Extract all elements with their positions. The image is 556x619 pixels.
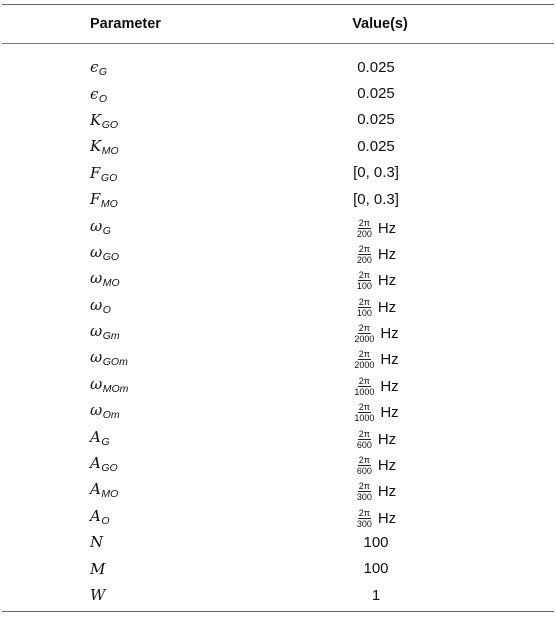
parameter-cell <box>2 348 314 369</box>
parameter-subscript: GO <box>101 118 119 131</box>
fraction-denominator: 300 <box>356 492 372 503</box>
parameter-symbol: ω <box>90 348 103 367</box>
parameter-symbol: ω <box>90 216 103 235</box>
parameter-cell <box>2 217 314 235</box>
parameter-cell <box>2 58 314 79</box>
table-row <box>2 107 554 133</box>
value-text: 0.025 <box>357 58 395 76</box>
value-cell <box>314 344 554 370</box>
parameter-symbol: A <box>90 427 101 446</box>
parameter-symbol: ω <box>90 269 103 288</box>
table-row <box>2 555 554 581</box>
parameter-symbol: N <box>90 533 104 552</box>
parameter-subscript: MO <box>102 277 120 290</box>
parameter-table <box>2 4 554 612</box>
fraction-numerator: 2π <box>358 455 370 466</box>
parameter-subscript: G <box>98 66 108 79</box>
value-cell <box>314 111 554 128</box>
parameter-cell <box>2 269 314 290</box>
value-unit: Hz <box>377 430 397 448</box>
parameter-cell <box>2 533 314 551</box>
parameter-cell <box>2 454 314 475</box>
value-unit: Hz <box>377 272 397 290</box>
header-values: Value(s) <box>352 16 408 32</box>
value-fraction <box>356 218 396 239</box>
fraction <box>353 376 375 397</box>
table-row <box>2 186 554 212</box>
value-fraction <box>356 429 396 450</box>
value-fraction <box>353 376 398 397</box>
parameter-cell <box>2 164 314 182</box>
parameter-cell <box>2 428 314 446</box>
parameter-symbol: ω <box>90 242 103 261</box>
fraction-denominator: 600 <box>356 466 372 477</box>
parameter-subscript: O <box>102 303 111 316</box>
parameter-symbol: F <box>90 163 101 182</box>
value-cell <box>314 292 554 318</box>
fraction-denominator: 1000 <box>354 413 375 424</box>
fraction-denominator: 100 <box>356 307 372 318</box>
table-row <box>2 476 554 502</box>
fraction-denominator: 300 <box>356 518 372 529</box>
parameter-cell <box>2 375 314 393</box>
value-unit: Hz <box>380 325 399 343</box>
parameter-symbol: A <box>90 506 101 525</box>
fraction-numerator: 2π <box>358 507 370 518</box>
value-unit: Hz <box>380 377 399 395</box>
value-text: [0, 0.3] <box>353 164 399 182</box>
value-cell <box>314 534 554 551</box>
value-fraction <box>356 297 396 318</box>
table-row <box>2 423 554 449</box>
parameter-cell <box>2 85 314 103</box>
table-row <box>2 133 554 159</box>
value-fraction <box>353 349 398 370</box>
table-row <box>2 318 554 344</box>
value-text: 1 <box>371 586 381 604</box>
fraction-denominator: 200 <box>356 254 372 265</box>
value-text: [0, 0.3] <box>353 190 399 208</box>
value-text: 0.025 <box>357 85 395 103</box>
fraction <box>356 508 373 529</box>
parameter-cell <box>2 401 314 422</box>
table-body <box>2 44 554 608</box>
value-text: 0.025 <box>357 111 395 129</box>
parameter-cell <box>2 137 314 158</box>
value-cell <box>314 85 554 102</box>
parameter-symbol: ϵ <box>90 58 99 77</box>
parameter-subscript: O <box>98 92 108 105</box>
value-unit: Hz <box>377 509 397 527</box>
fraction <box>356 455 373 476</box>
value-cell <box>314 59 554 76</box>
value-cell <box>314 164 554 181</box>
parameter-subscript: MO <box>101 488 119 501</box>
table-row <box>2 160 554 186</box>
value-text: 100 <box>363 560 389 578</box>
value-cell <box>314 239 554 265</box>
value-fraction <box>353 402 398 423</box>
parameter-subscript: GOm <box>102 356 128 369</box>
value-fraction <box>356 481 396 502</box>
parameter-symbol: W <box>90 586 106 604</box>
parameter-subscript: GO <box>101 462 118 475</box>
fraction <box>356 218 373 239</box>
table-row <box>2 529 554 555</box>
fraction-denominator: 100 <box>356 281 372 292</box>
fraction <box>356 270 373 291</box>
parameter-subscript: Om <box>102 409 120 422</box>
value-cell <box>314 318 554 344</box>
parameter-symbol: ω <box>90 322 103 341</box>
parameter-symbol: ω <box>90 295 103 314</box>
parameter-symbol: K <box>90 137 102 156</box>
fraction <box>353 349 375 370</box>
value-text: 100 <box>363 533 389 551</box>
table-row <box>2 503 554 529</box>
parameter-subscript: GO <box>102 250 120 263</box>
parameter-symbol: ϵ <box>90 84 99 103</box>
fraction <box>356 297 373 318</box>
fraction-numerator: 2π <box>358 481 370 492</box>
parameter-symbol: ω <box>90 374 103 393</box>
value-cell <box>314 424 554 450</box>
table-row <box>2 54 554 80</box>
value-fraction <box>356 244 396 265</box>
value-unit: Hz <box>380 404 399 422</box>
parameter-subscript: G <box>102 224 111 237</box>
fraction-numerator: 2π <box>358 428 370 439</box>
parameter-cell <box>2 190 314 211</box>
table-row <box>2 80 554 106</box>
parameter-cell <box>2 243 314 261</box>
table-bottom-rule <box>2 611 554 612</box>
value-unit: Hz <box>377 457 397 475</box>
fraction-denominator: 2000 <box>354 334 375 345</box>
fraction <box>353 402 375 423</box>
parameter-cell <box>2 560 314 578</box>
parameter-symbol: ω <box>90 401 103 420</box>
value-cell <box>314 138 554 155</box>
parameter-subscript: MO <box>100 198 118 211</box>
parameter-cell <box>2 296 314 314</box>
fraction <box>356 481 373 502</box>
parameter-cell <box>2 507 314 525</box>
value-cell <box>314 213 554 239</box>
table-row <box>2 292 554 318</box>
value-cell <box>314 503 554 529</box>
value-unit: Hz <box>377 483 397 501</box>
table-header <box>2 5 554 43</box>
fraction-denominator: 600 <box>356 439 372 450</box>
table-row <box>2 265 554 291</box>
value-cell <box>314 371 554 397</box>
fraction-numerator: 2π <box>358 323 370 334</box>
value-fraction <box>356 270 396 291</box>
parameter-subscript: MOm <box>102 382 129 395</box>
fraction-denominator: 1000 <box>354 386 375 397</box>
parameter-subscript: O <box>101 514 110 527</box>
fraction-numerator: 2π <box>358 270 370 281</box>
value-unit: Hz <box>377 298 397 316</box>
parameter-symbol: F <box>90 190 101 209</box>
fraction-denominator: 200 <box>356 228 372 239</box>
parameter-cell <box>2 480 314 501</box>
header-parameter: Parameter <box>90 16 161 32</box>
parameter-symbol: M <box>90 559 106 578</box>
table-row <box>2 344 554 370</box>
parameter-symbol: A <box>90 454 101 473</box>
parameter-symbol: K <box>90 110 102 129</box>
value-unit: Hz <box>377 219 397 237</box>
value-cell <box>314 397 554 423</box>
fraction-numerator: 2π <box>358 349 370 360</box>
table-row <box>2 450 554 476</box>
parameter-subscript: MO <box>101 145 119 158</box>
table-row <box>2 582 554 608</box>
fraction-numerator: 2π <box>358 375 370 386</box>
fraction-numerator: 2π <box>358 217 370 228</box>
table-row <box>2 212 554 238</box>
value-cell <box>314 587 554 604</box>
fraction-numerator: 2π <box>358 243 370 254</box>
value-fraction <box>353 323 398 344</box>
value-cell <box>314 265 554 291</box>
table-row <box>2 239 554 265</box>
value-fraction <box>356 508 396 529</box>
parameter-cell <box>2 586 314 604</box>
fraction <box>353 323 375 344</box>
parameter-subscript: G <box>101 435 110 448</box>
parameter-cell <box>2 111 314 129</box>
fraction-numerator: 2π <box>358 402 370 413</box>
table-row <box>2 371 554 397</box>
value-cell <box>314 191 554 208</box>
fraction <box>356 429 373 450</box>
fraction <box>356 244 373 265</box>
value-text: 0.025 <box>357 137 395 155</box>
value-cell <box>314 450 554 476</box>
table-row <box>2 397 554 423</box>
parameter-subscript: Gm <box>102 330 120 343</box>
parameter-symbol: A <box>90 480 101 499</box>
fraction-numerator: 2π <box>358 296 370 307</box>
value-cell <box>314 476 554 502</box>
value-unit: Hz <box>380 351 399 369</box>
fraction-denominator: 2000 <box>354 360 375 371</box>
value-unit: Hz <box>377 245 397 263</box>
parameter-subscript: GO <box>100 171 118 184</box>
parameter-cell <box>2 322 314 343</box>
value-cell <box>314 560 554 577</box>
value-fraction <box>356 455 396 476</box>
